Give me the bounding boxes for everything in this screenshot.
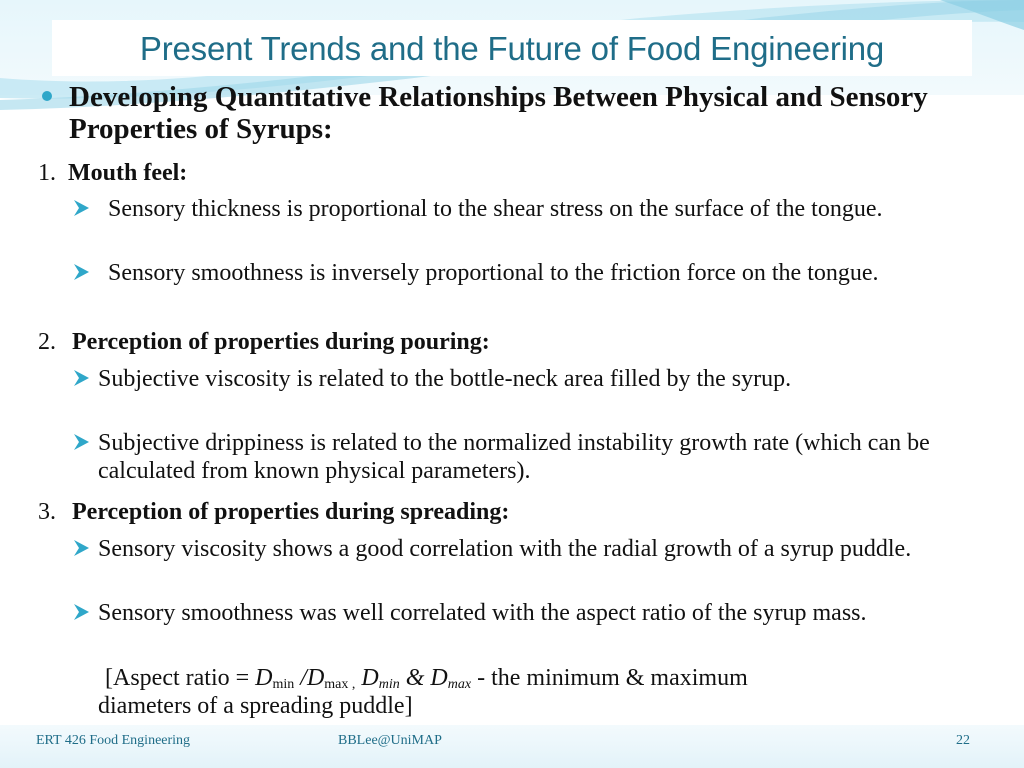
slide-title: Present Trends and the Future of Food Engineering (139, 30, 885, 67)
footer-page-number: 22 (956, 733, 970, 748)
arrowhead-icon (72, 603, 90, 621)
list-item: Sensory smoothness was well correlated with the aspect ratio of the syrup mass. (98, 600, 867, 626)
section-title: Perception of properties during pouring: (72, 329, 490, 355)
aspect-ratio-note-line2: diameters of a spreading puddle] (98, 693, 413, 719)
arrowhead-icon (72, 263, 90, 281)
list-item: Sensory thickness is proportional to the shear stress on the surface of the tongue. (108, 196, 883, 222)
section-number: 1. (38, 160, 56, 186)
arrowhead-icon (72, 433, 90, 451)
arrowhead-icon (72, 199, 90, 217)
footer-course: ERT 426 Food Engineering (36, 733, 191, 748)
section-number: 2. (38, 329, 56, 355)
list-item: Subjective viscosity is related to the bottle-neck area filled by the syrup. (98, 366, 792, 392)
aspect-ratio-note: [Aspect ratio = $D_{min}$ $/D_{max}$ $_,$ $D_{min}$ & $D_{max}$ - the minimum & maximum (105, 665, 748, 692)
round-bullet-icon (42, 91, 52, 101)
arrowhead-icon (72, 369, 90, 387)
section-title: Mouth feel: (68, 160, 188, 186)
list-item: Sensory smoothness is inversely proportional to the friction force on the tongue. (108, 260, 879, 286)
arrowhead-icon (72, 539, 90, 557)
list-item: Sensory viscosity shows a good correlation with the radial growth of a syrup puddle. (98, 536, 912, 562)
footer-author: BBLee@UniMAP (338, 733, 442, 748)
section-number: 3. (38, 499, 56, 525)
list-item: Subjective drippiness is related to the normalized instability growth rate (which can be calculated from known physical parameters). (98, 430, 930, 484)
section-title: Perception of properties during spreading: (72, 499, 510, 525)
main-heading: Developing Quantitative Relationships Between Physical and Sensory Properties of Syrups: (69, 81, 928, 145)
